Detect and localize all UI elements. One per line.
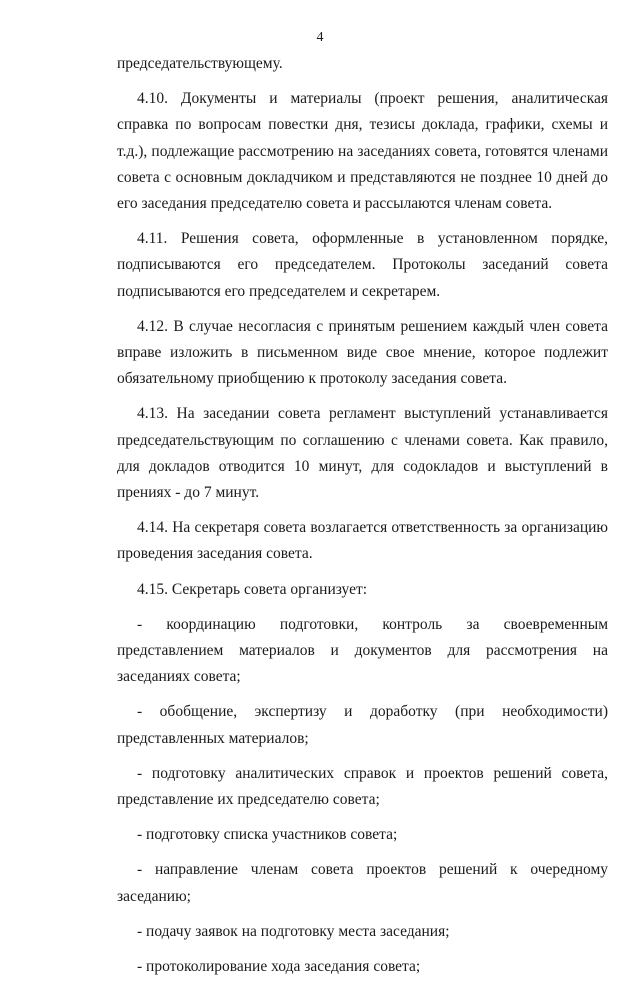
page-number: 4 (316, 30, 324, 45)
paragraph-4-11: 4.11. Решения совета, оформленные в установленном порядке, подписываются его председателем. Протоколы заседаний совета подписываются его председателем и секретарем. (117, 230, 608, 300)
paragraph-4-12: 4.12. В случае несогласия с принятым решением каждый член совета вправе изложить в письменном виде свое мнение, которое подлежит обязательному приобщению к протоколу заседания совета. (117, 317, 608, 388)
list-item-analytics: - подготовку аналитических справок и проектов решений совета, представление их председателю совета; (117, 764, 608, 809)
list-item-coordination: - координацию подготовки, контроль за своевременным представлением материалов и документов для рассмотрения на заседаниях совета; (117, 615, 608, 686)
paragraph-4-14: 4.14. На секретаря совета возлагается ответственность за организацию проведения заседания совета. (117, 519, 608, 563)
document-body (117, 51, 608, 989)
paragraph-4-10: 4.10. Документы и материалы (проект решения, аналитическая справка по вопросам повестки дня, тезисы доклада, графики, схемы и т.д.), подлежащие рассмотрению на заседаниях совета, готовятся членами совета с основным докладчиком и представляются не позднее 10 дней до его заседания председателю совета и рассылаются членам совета. (117, 90, 608, 213)
paragraph-continuation: председательствующему. (117, 55, 283, 72)
list-item-drafts: - направление членам совета проектов решений к очередному заседанию; (117, 861, 608, 905)
list-item-venue: - подачу заявок на подготовку места заседания; (137, 922, 450, 940)
list-item-participants: - подготовку списка участников совета; (137, 826, 398, 844)
list-item-minutes: - протоколирование хода заседания совета; (137, 958, 421, 976)
list-item-generalization: - обобщение, экспертизу и доработку (при необходимости) представленных материалов; (117, 703, 608, 747)
paragraph-4-13: 4.13. На заседании совета регламент выступлений устанавливается председательствующим по соглашению с членами совета. Как правило, для докладов отводится 10 минут, для содокладов и выступлений в прениях - до 7 минут. (117, 405, 608, 502)
paragraph-4-15: 4.15. Секретарь совета организует: (137, 580, 368, 598)
